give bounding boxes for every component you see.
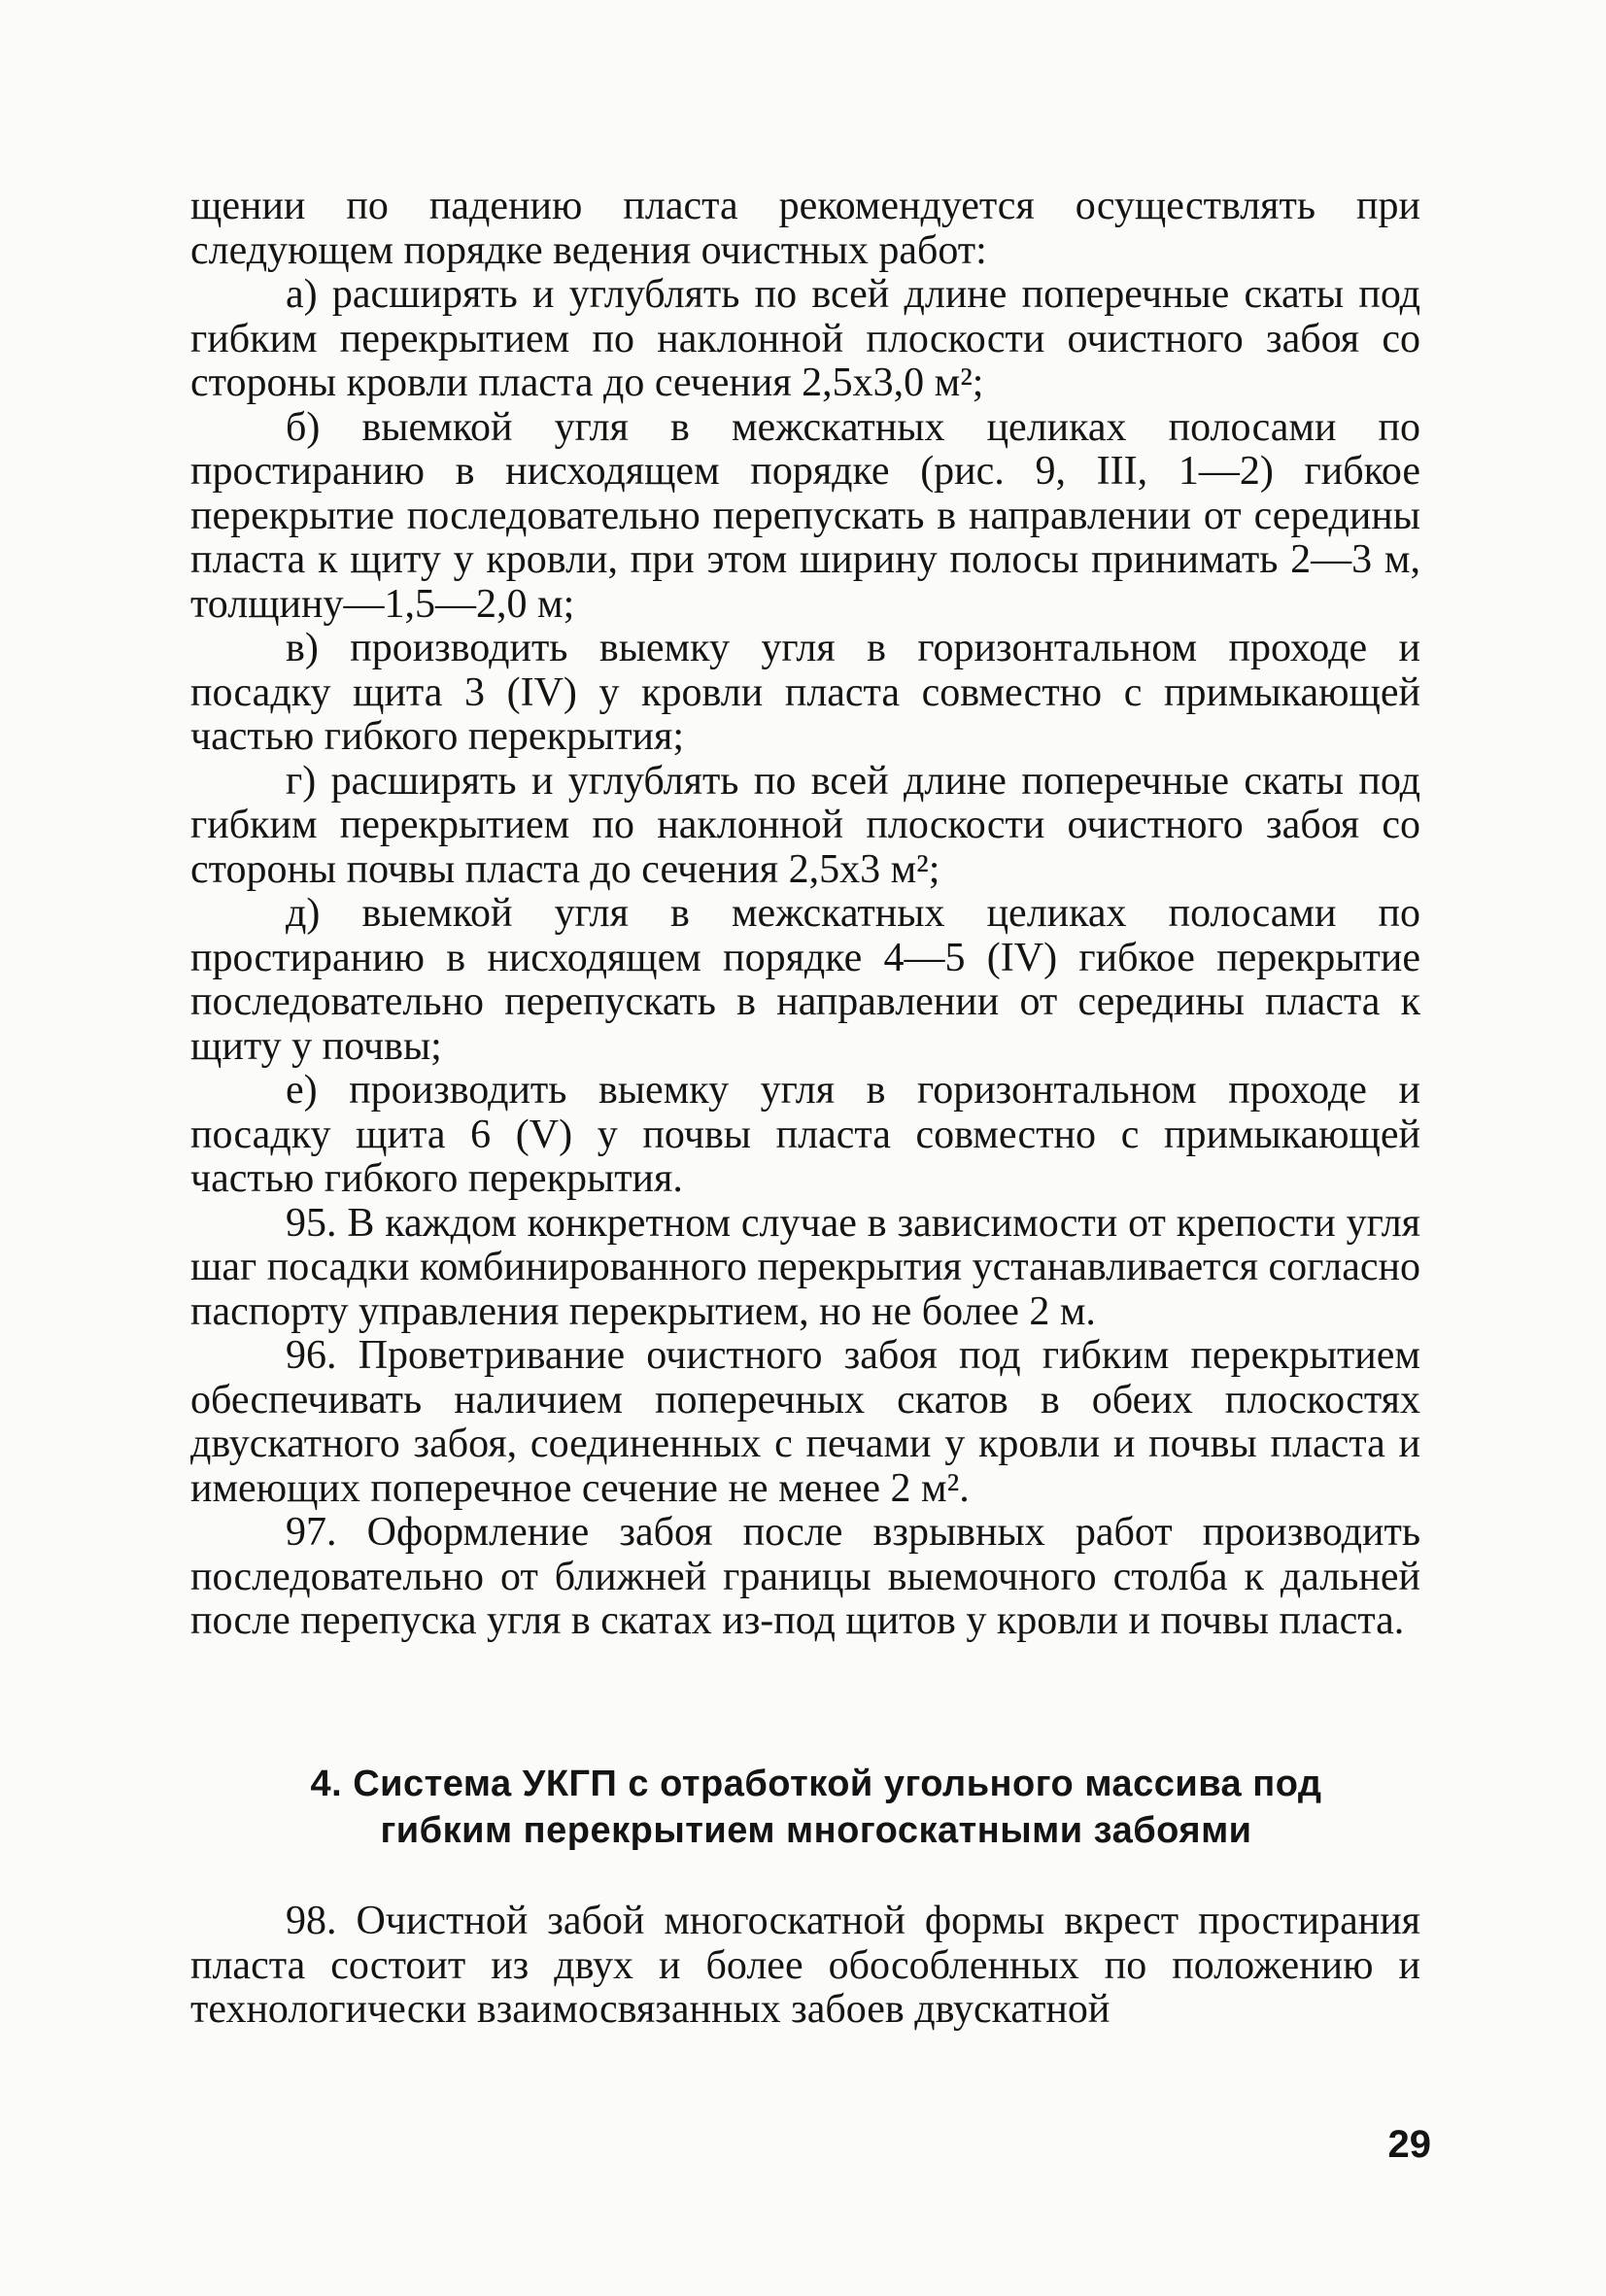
page-number: 29 [1387, 2123, 1431, 2166]
paragraph-item-e: е) производить выемку угля в горизонтальном проходе и посадку щита 6 (V) у почвы пласта совместно с примыкающей частью гибкого перекрытия. [190, 1068, 1420, 1201]
paragraph-item-g: г) расширять и углублять по всей длине поперечные скаты под гибким перекрытием по наклонной плоскости очистного забоя со стороны почвы пласта до сечения 2,5х3 м²; [190, 758, 1420, 892]
paragraph-95: 95. В каждом конкретном случае в зависимости от крепости угля шаг посадки комбинированного перекрытия устанавливается согласно паспорту управления перекрытием, но не более 2 м. [190, 1200, 1420, 1334]
section-heading-line-1: 4. Система УКГП с отработкой угольного массива под [310, 1764, 1322, 1804]
paragraph-item-v: в) производить выемку угля в горизонтальном проходе и посадку щита 3 (IV) у кровли пласта совместно с примыкающей частью гибкого перекрытия; [190, 626, 1420, 759]
section-heading-line-2: гибким перекрытием многоскатными забоями [380, 1810, 1252, 1851]
paragraph-98: 98. Очистной забой многоскатной формы вкрест простирания пласта состоит из двух и более обособленных по положению и технологически взаимосвязанных забоев двускатной [190, 1899, 1420, 2032]
paragraph-item-a: а) расширять и углублять по всей длине поперечные скаты под гибким перекрытием по наклонной плоскости очистного забоя со стороны кровли пласта до сечения 2,5х3,0 м²; [190, 272, 1420, 405]
section-heading [233, 1761, 1399, 1854]
body-text-continued [190, 1900, 1420, 2033]
paragraph-continuation: щении по падению пласта рекомендуется осуществлять при следующем порядке ведения очистных работ: [190, 184, 1420, 273]
paragraph-96: 96. Проветривание очистного забоя под гибким перекрытием обеспечивать наличием поперечных скатов в обеих плоскостях двускатного забоя, соединенных с печами у кровли и почвы пласта и имеющих поперечное сечение не менее 2 м². [190, 1333, 1420, 1511]
body-text [190, 185, 1420, 1644]
paragraph-item-d: д) выемкой угля в межскатных целиках полосами по простиранию в нисходящем порядке 4—5 (IV) гибкое перекрытие последовательно перепускать в направлении от середины пласта к щиту у почвы; [190, 891, 1420, 1069]
paragraph-item-b: б) выемкой угля в межскатных целиках полосами по простиранию в нисходящем порядке (рис. 9, III, 1—2) гибкое перекрытие последовательно перепускать в направлении от середины пласта к щиту у кровли, при этом ширину полосы принимать 2—3 м, толщину—1,5—2,0 м; [190, 404, 1420, 627]
paragraph-97: 97. Оформление забоя после взрывных работ производить последовательно от ближней границы выемочного столба к дальней после перепуска угля в скатах из-под щитов у кровли и почвы пласта. [190, 1510, 1420, 1643]
